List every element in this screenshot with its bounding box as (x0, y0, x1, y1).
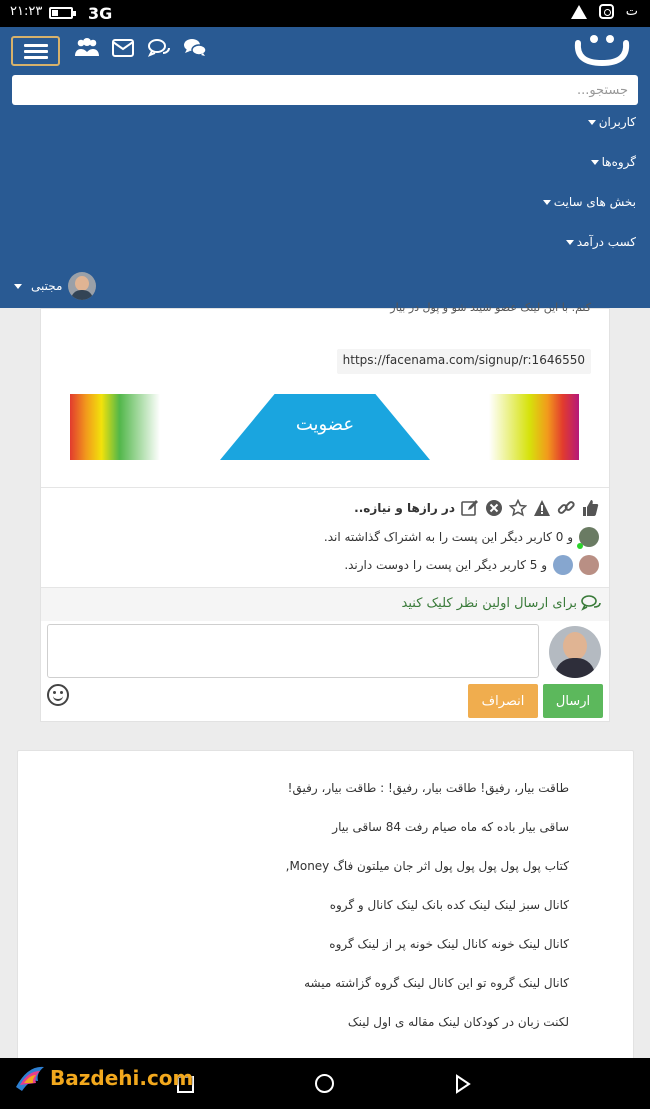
avatar (553, 555, 573, 575)
menu-item-users[interactable]: کاربران (543, 115, 636, 155)
menu-toggle-button[interactable] (11, 36, 60, 66)
caret-down-icon (591, 160, 599, 165)
action-label: در رازها و نیازه.. (354, 501, 455, 515)
home-icon[interactable] (315, 1074, 334, 1093)
search-input[interactable] (12, 75, 638, 105)
edit-icon[interactable] (461, 499, 479, 517)
comments-icon[interactable] (147, 37, 171, 59)
avatar (579, 527, 599, 547)
caret-down-icon (566, 240, 574, 245)
clock: ۲۱:۲۳ (10, 4, 43, 19)
instagram-icon (599, 4, 614, 19)
avatar (68, 272, 96, 300)
caret-down-icon (543, 200, 551, 205)
banner-label: عضویت (295, 414, 355, 435)
drive-icon (571, 5, 587, 19)
post-text: کنم. با این لینک عضو شیند شو و پول در بیار (390, 301, 591, 314)
share-text[interactable]: و 0 کاربر دیگر این پست را به اشتراک گذاشته اند. (323, 530, 573, 544)
send-button[interactable]: ارسال (543, 684, 603, 718)
list-item[interactable]: کتاب پول پول پول پول پول اثر جان میلتون فاگ Money, (285, 859, 569, 873)
group-icon[interactable] (75, 37, 99, 59)
signup-link[interactable]: https://facenama.com/signup/r:1646550 (337, 349, 591, 374)
avatar (579, 555, 599, 575)
user-menu[interactable] (14, 272, 96, 300)
post-card (40, 301, 610, 722)
chat-icon[interactable] (183, 37, 207, 59)
list-item[interactable]: طاقت بیار، رفیق! طاقت بیار، رفیق! : طاقت بیار، رفیق! (287, 781, 569, 795)
list-item[interactable]: ساقی بیار باده که ماه صیام رفت 84 ساقی بیار (332, 820, 569, 834)
status-bar (0, 0, 650, 27)
list-item[interactable]: کانال لینک گروه تو این کانال لینک گروه گزاشته میشه (304, 976, 569, 990)
link-icon[interactable] (557, 499, 575, 517)
envelope-icon[interactable] (111, 37, 135, 59)
site-navbar (0, 27, 650, 308)
battery-icon (49, 7, 73, 19)
watermark-text: Bazdehi.com (50, 1066, 194, 1090)
related-posts (17, 750, 634, 1060)
network-indicator: 3G (88, 4, 113, 23)
emoji-icon[interactable] (47, 684, 69, 706)
nav-menu (543, 115, 636, 275)
facenama-logo[interactable] (572, 33, 632, 67)
back-icon[interactable] (455, 1074, 471, 1094)
comment-prompt[interactable]: برای ارسال اولین نظر کلیک کنید (402, 595, 601, 611)
comment-bar (41, 587, 609, 621)
user-name: مجتبی (31, 279, 63, 293)
close-circle-icon[interactable] (485, 499, 503, 517)
menu-item-sections[interactable]: بخش های سایت (543, 195, 636, 235)
cancel-button[interactable]: انصراف (468, 684, 538, 718)
watermark (14, 1058, 193, 1098)
caret-down-icon (588, 120, 596, 125)
comments-icon (581, 595, 601, 611)
star-icon[interactable] (509, 499, 527, 517)
list-item[interactable]: کانال لینک خونه کانال لینک خونه پر از لینک گروه (329, 937, 569, 951)
bird-logo-icon (14, 1061, 48, 1095)
post-actions (354, 499, 599, 517)
share-line (324, 527, 599, 547)
signup-banner[interactable] (70, 394, 579, 460)
caret-down-icon (14, 284, 22, 289)
list-item[interactable]: لکنت زبان در کودکان لینک مقاله ی اول لینک (347, 1015, 569, 1029)
warning-icon[interactable] (533, 499, 551, 517)
carrier-icon: ت (625, 4, 638, 19)
like-text[interactable]: و 5 کاربر دیگر این پست را دوست دارند. (344, 558, 547, 572)
list-item[interactable]: کانال سبز لینک لینک کده بانک لینک کانال و گروه (329, 898, 569, 912)
menu-item-groups[interactable]: گروه‌ها (543, 155, 636, 195)
comment-input[interactable] (47, 624, 539, 678)
avatar (549, 626, 601, 678)
menu-item-earn[interactable]: کسب درآمد (543, 235, 636, 275)
like-line (344, 555, 599, 575)
thumbs-up-icon[interactable] (581, 499, 599, 517)
